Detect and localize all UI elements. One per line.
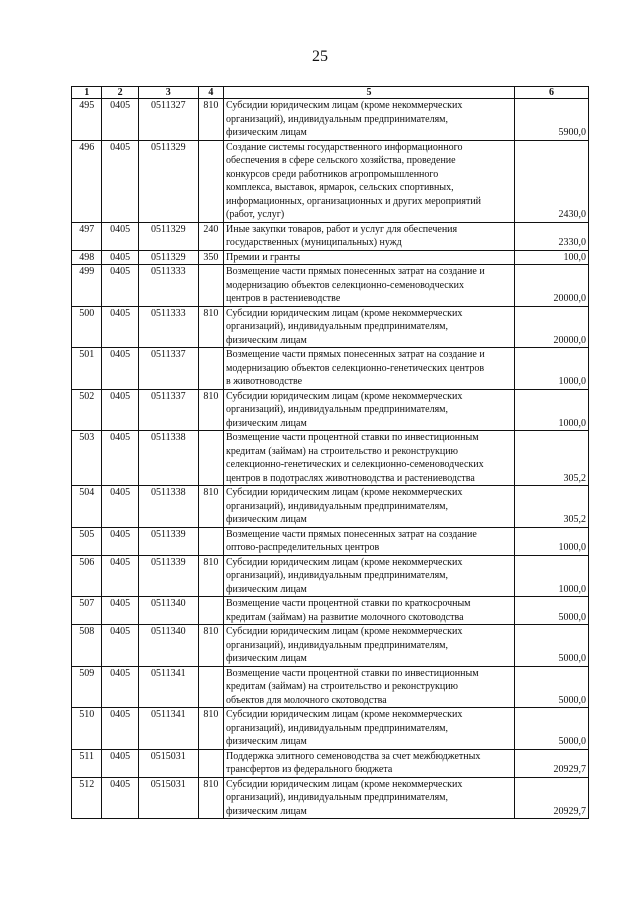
expense-name-line: Субсидии юридическим лицам (кроме некоммерческих xyxy=(226,778,463,790)
amount: 5900,0 xyxy=(514,99,588,141)
expense-name-line: Иные закупки товаров, работ и услуг для обеспечения xyxy=(226,223,458,235)
expense-name xyxy=(224,708,515,750)
section-code: 0405 xyxy=(102,749,138,777)
section-code: 0405 xyxy=(102,486,138,528)
expense-name-line: организаций), индивидуальным предпринимателям, xyxy=(226,792,448,803)
section-code: 0405 xyxy=(102,389,138,431)
table-row xyxy=(72,625,589,667)
expense-name-line: Возмещение части процентной ставки по инвестиционным xyxy=(226,667,479,679)
expense-name-line: Создание системы государственного информационного xyxy=(226,141,463,153)
amount: 5000,0 xyxy=(514,666,588,708)
table-row xyxy=(72,250,589,265)
expense-type-code xyxy=(198,265,223,307)
table-row xyxy=(72,222,589,250)
table-row xyxy=(72,265,589,307)
amount: 20000,0 xyxy=(514,265,588,307)
expense-name-line: модернизацию объектов селекционно-семеноводческих xyxy=(226,279,464,291)
row-number: 496 xyxy=(72,140,102,222)
expense-name-line: Возмещение части прямых понесенных затрат на создание xyxy=(226,528,477,540)
table-row xyxy=(72,527,589,555)
table-row xyxy=(72,486,589,528)
section-code: 0405 xyxy=(102,265,138,307)
expense-name-line: Возмещение части процентной ставки по краткосрочным xyxy=(226,598,471,609)
expense-name-line: организаций), индивидуальным предпринимателям, xyxy=(226,404,448,415)
expense-name xyxy=(224,99,515,141)
target-article-code: 0511341 xyxy=(138,708,198,750)
target-article-code: 0511333 xyxy=(138,265,198,307)
expense-type-code: 810 xyxy=(198,389,223,431)
section-code: 0405 xyxy=(102,431,138,486)
row-number: 495 xyxy=(72,99,102,141)
expense-name-line: физическим лицам xyxy=(226,417,307,429)
expense-name-line: Субсидии юридическим лицам (кроме некоммерческих xyxy=(226,626,463,637)
amount: 5000,0 xyxy=(514,597,588,625)
expense-name xyxy=(224,486,515,528)
expense-type-code: 240 xyxy=(198,222,223,250)
expense-name-line: в животноводстве xyxy=(226,376,303,387)
section-code: 0405 xyxy=(102,555,138,597)
expense-type-code: 350 xyxy=(198,250,223,265)
target-article-code: 0511339 xyxy=(138,555,198,597)
target-article-code: 0511333 xyxy=(138,306,198,348)
expense-name-line: кредитам (займам) на строительство и реконструкцию xyxy=(226,681,459,692)
target-article-code: 0511340 xyxy=(138,625,198,667)
row-number: 510 xyxy=(72,708,102,750)
row-number: 505 xyxy=(72,527,102,555)
expense-type-code xyxy=(198,597,223,625)
amount: 305,2 xyxy=(514,431,588,486)
column-header: 3 xyxy=(138,87,198,99)
expense-name-line: физическим лицам xyxy=(226,334,307,346)
target-article-code: 0515031 xyxy=(138,749,198,777)
expense-name-line: кредитам (займам) на развитие молочного скотоводства xyxy=(226,611,464,623)
budget-table xyxy=(71,86,589,819)
row-number: 499 xyxy=(72,265,102,307)
amount: 20000,0 xyxy=(514,306,588,348)
expense-type-code xyxy=(198,527,223,555)
table-row xyxy=(72,749,589,777)
section-code: 0405 xyxy=(102,625,138,667)
expense-name-line: Премии и гранты xyxy=(226,251,301,263)
table-row xyxy=(72,597,589,625)
row-number: 512 xyxy=(72,777,102,819)
section-code: 0405 xyxy=(102,708,138,750)
expense-type-code: 810 xyxy=(198,306,223,348)
expense-name-line: физическим лицам xyxy=(226,736,307,747)
table-header-row xyxy=(72,87,589,99)
table-row xyxy=(72,348,589,390)
column-header: 1 xyxy=(72,87,102,99)
expense-name-line: физическим лицам xyxy=(226,514,307,525)
row-number: 500 xyxy=(72,306,102,348)
expense-name-line: государственных (муниципальных) нужд xyxy=(226,237,402,248)
expense-name-line: Поддержка элитного семеноводства за счет межбюджетных xyxy=(226,750,481,762)
expense-name xyxy=(224,250,515,265)
expense-name-line: физическим лицам xyxy=(226,653,307,664)
column-header: 2 xyxy=(102,87,138,99)
section-code: 0405 xyxy=(102,250,138,265)
table-row xyxy=(72,389,589,431)
amount: 1000,0 xyxy=(514,389,588,431)
expense-name-line: Субсидии юридическим лицам (кроме некоммерческих xyxy=(226,487,463,498)
target-article-code: 0511337 xyxy=(138,389,198,431)
expense-name-line: Субсидии юридическим лицам (кроме некоммерческих xyxy=(226,556,463,568)
target-article-code: 0511327 xyxy=(138,99,198,141)
expense-name-line: организаций), индивидуальным предпринимателям, xyxy=(226,639,448,651)
expense-name-line: физическим лицам xyxy=(226,805,307,817)
expense-name xyxy=(224,555,515,597)
table-row xyxy=(72,555,589,597)
expense-type-code xyxy=(198,348,223,390)
row-number: 502 xyxy=(72,389,102,431)
expense-type-code: 810 xyxy=(198,708,223,750)
expense-name-line: организаций), индивидуальным предпринимателям, xyxy=(226,722,448,734)
expense-type-code xyxy=(198,666,223,708)
target-article-code: 0511338 xyxy=(138,486,198,528)
section-code: 0405 xyxy=(102,348,138,390)
expense-type-code xyxy=(198,749,223,777)
expense-type-code: 810 xyxy=(198,777,223,819)
section-code: 0405 xyxy=(102,777,138,819)
section-code: 0405 xyxy=(102,597,138,625)
amount: 100,0 xyxy=(514,250,588,265)
amount: 1000,0 xyxy=(514,348,588,390)
target-article-code: 0511329 xyxy=(138,250,198,265)
expense-name-line: Субсидии юридическим лицам (кроме некоммерческих xyxy=(226,100,463,111)
target-article-code: 0511329 xyxy=(138,140,198,222)
amount: 20929,7 xyxy=(514,749,588,777)
row-number: 509 xyxy=(72,666,102,708)
expense-name-line: информационных, организационных и других мероприятий xyxy=(226,195,482,207)
row-number: 497 xyxy=(72,222,102,250)
row-number: 507 xyxy=(72,597,102,625)
expense-name-line: физическим лицам xyxy=(226,583,307,595)
amount: 2330,0 xyxy=(514,222,588,250)
expense-name-line: физическим лицам xyxy=(226,127,307,138)
expense-name xyxy=(224,527,515,555)
expense-name-line: объектов для молочного скотоводства xyxy=(226,694,387,706)
expense-type-code: 810 xyxy=(198,555,223,597)
expense-name-line: центров в растениеводстве xyxy=(226,293,341,304)
expense-name-line: модернизацию объектов селекционно-генетических центров xyxy=(226,362,485,374)
expense-name-line: комплекса, выставок, ярмарок, сельских спортивных, xyxy=(226,182,454,193)
expense-name xyxy=(224,306,515,348)
expense-name-line: конкурсов среди работников агропромышленного xyxy=(226,168,439,180)
expense-name-line: организаций), индивидуальным предпринимателям, xyxy=(226,321,448,332)
column-header: 6 xyxy=(514,87,588,99)
expense-name-line: Возмещение части прямых понесенных затрат на создание и xyxy=(226,349,485,360)
expense-name xyxy=(224,348,515,390)
row-number: 498 xyxy=(72,250,102,265)
section-code: 0405 xyxy=(102,222,138,250)
column-header: 4 xyxy=(198,87,223,99)
expense-name-line: Возмещение части процентной ставки по инвестиционным xyxy=(226,432,479,443)
table-row xyxy=(72,777,589,819)
expense-name-line: Субсидии юридическим лицам (кроме некоммерческих xyxy=(226,709,463,720)
target-article-code: 0511339 xyxy=(138,527,198,555)
expense-name-line: организаций), индивидуальным предпринимателям, xyxy=(226,500,448,512)
target-article-code: 0511340 xyxy=(138,597,198,625)
expense-name xyxy=(224,431,515,486)
table-row xyxy=(72,431,589,486)
table-row xyxy=(72,666,589,708)
expense-name xyxy=(224,777,515,819)
section-code: 0405 xyxy=(102,140,138,222)
expense-name-line: организаций), индивидуальным предпринимателям, xyxy=(226,113,448,125)
row-number: 503 xyxy=(72,431,102,486)
amount: 2430,0 xyxy=(514,140,588,222)
expense-name-line: (работ, услуг) xyxy=(226,209,285,220)
expense-name xyxy=(224,666,515,708)
target-article-code: 0511329 xyxy=(138,222,198,250)
expense-name-line: Субсидии юридическим лицам (кроме некоммерческих xyxy=(226,390,463,402)
expense-type-code: 810 xyxy=(198,625,223,667)
amount: 20929,7 xyxy=(514,777,588,819)
expense-name-line: Возмещение части прямых понесенных затрат на создание и xyxy=(226,266,485,277)
table-row xyxy=(72,708,589,750)
amount: 305,2 xyxy=(514,486,588,528)
expense-type-code: 810 xyxy=(198,99,223,141)
expense-type-code: 810 xyxy=(198,486,223,528)
section-code: 0405 xyxy=(102,666,138,708)
expense-name xyxy=(224,265,515,307)
amount: 5000,0 xyxy=(514,625,588,667)
expense-name-line: трансфертов из федерального бюджета xyxy=(226,764,393,775)
row-number: 504 xyxy=(72,486,102,528)
expense-name xyxy=(224,625,515,667)
target-article-code: 0511337 xyxy=(138,348,198,390)
amount: 1000,0 xyxy=(514,555,588,597)
section-code: 0405 xyxy=(102,306,138,348)
amount: 5000,0 xyxy=(514,708,588,750)
expense-type-code xyxy=(198,431,223,486)
expense-name xyxy=(224,597,515,625)
table-row xyxy=(72,140,589,222)
target-article-code: 0511338 xyxy=(138,431,198,486)
table-row xyxy=(72,306,589,348)
expense-name xyxy=(224,222,515,250)
expense-name xyxy=(224,749,515,777)
table-body xyxy=(72,99,589,819)
expense-name-line: селекционно-генетических и селекционно-семеноводческих xyxy=(226,459,484,470)
row-number: 508 xyxy=(72,625,102,667)
expense-name-line: Субсидии юридическим лицам (кроме некоммерческих xyxy=(226,307,463,319)
expense-name-line: обеспечения в сфере сельского хозяйства, проведение xyxy=(226,155,456,166)
table-row xyxy=(72,99,589,141)
row-number: 506 xyxy=(72,555,102,597)
amount: 1000,0 xyxy=(514,527,588,555)
expense-type-code xyxy=(198,140,223,222)
expense-name xyxy=(224,389,515,431)
section-code: 0405 xyxy=(102,527,138,555)
target-article-code: 0515031 xyxy=(138,777,198,819)
section-code: 0405 xyxy=(102,99,138,141)
row-number: 511 xyxy=(72,749,102,777)
page-number: 25 xyxy=(312,48,328,65)
expense-name-line: центров в подотраслях животноводства и растениеводства xyxy=(226,472,475,484)
expense-name-line: кредитам (займам) на строительство и реконструкцию xyxy=(226,445,459,457)
expense-name-line: оптово-распределительных центров xyxy=(226,542,380,553)
column-header: 5 xyxy=(224,87,515,99)
expense-name-line: организаций), индивидуальным предпринимателям, xyxy=(226,570,448,581)
row-number: 501 xyxy=(72,348,102,390)
expense-name xyxy=(224,140,515,222)
target-article-code: 0511341 xyxy=(138,666,198,708)
